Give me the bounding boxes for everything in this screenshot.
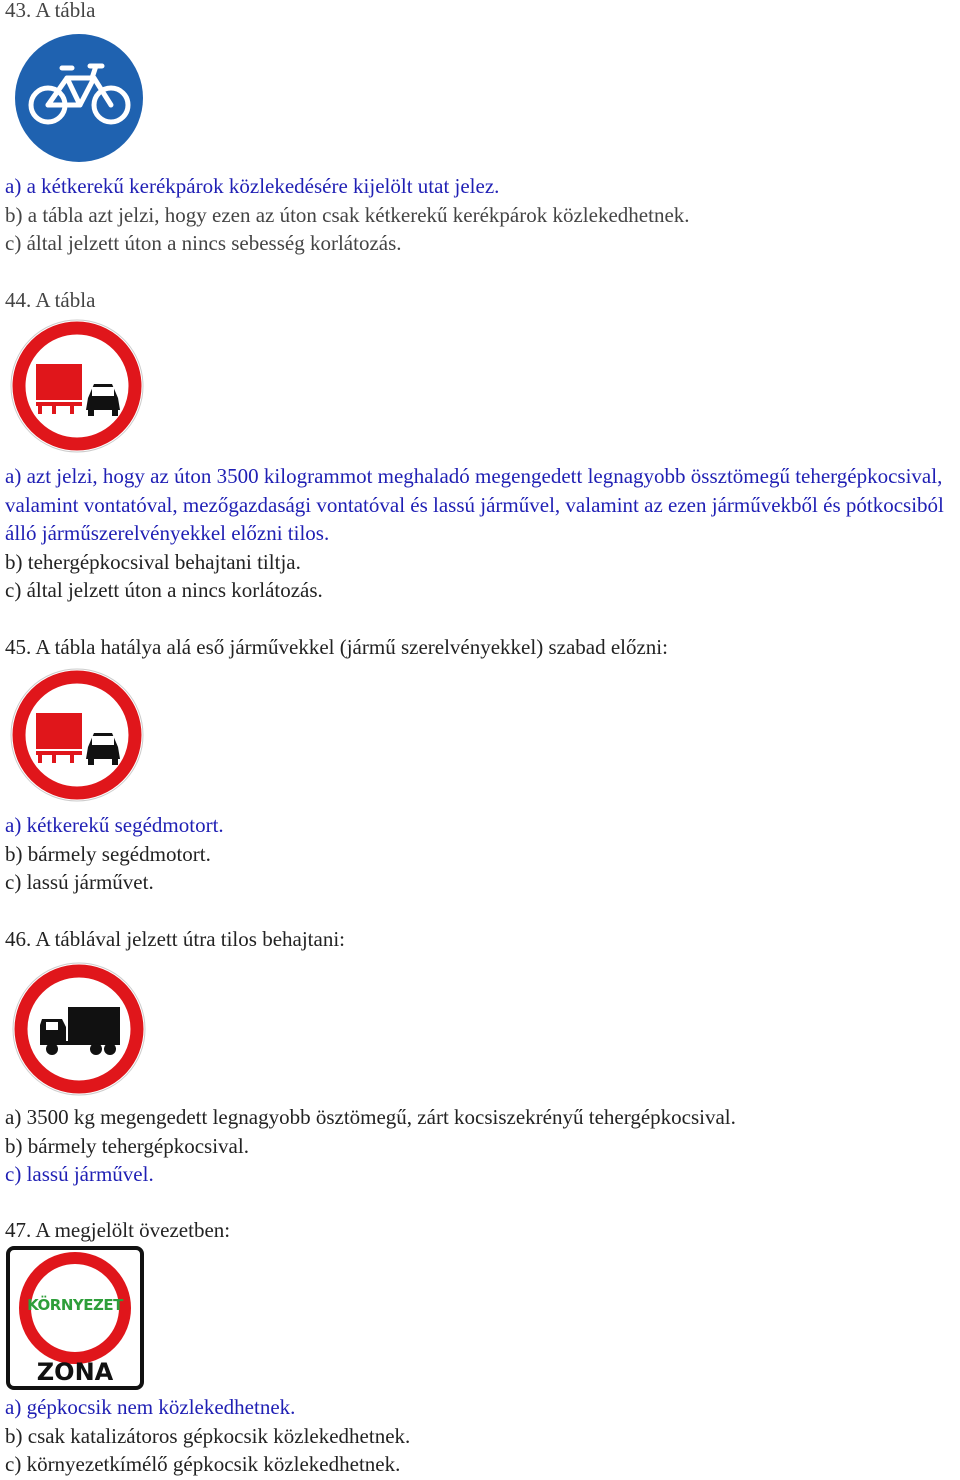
answer-b[interactable]: b) bármely segédmotort. <box>5 841 211 866</box>
question-43 <box>5 0 95 25</box>
question-title: 45. A tábla hatálya alá eső járművekkel (jármű szerelvényekkel) szabad előzni: <box>5 635 668 659</box>
answer-c[interactable]: c) környezetkímélő gépkocsik közlekedhetnek. <box>5 1452 401 1476</box>
no-overtaking-by-trucks-sign <box>8 318 146 454</box>
question-46 <box>5 925 345 954</box>
answers-46 <box>5 1103 736 1189</box>
question-title: 47. A megjelölt övezetben: <box>5 1218 231 1242</box>
answer-c[interactable]: c) által jelzett úton a nincs sebesség korlátozás. <box>5 231 402 255</box>
question-title: 46. A táblával jelzett útra tilos behajtani: <box>5 927 345 951</box>
no-overtaking-by-trucks-sign <box>8 667 146 803</box>
answer-a[interactable]: a) azt jelzi, hogy az úton 3500 kilogrammot meghaladó megengedett legnagyobb össztömegű tehergépkocsival, valamint vontatóval, mezőgazdasági vontatóval és lassú járművel, valamint az ezen járművekből és pótkocsiból álló járműszerelvényekkel előzni tilos. <box>5 464 944 545</box>
answer-b[interactable]: b) bármely tehergépkocsival. <box>5 1133 249 1158</box>
answers-45 <box>5 811 224 897</box>
question-title: 43. A tábla <box>5 0 96 22</box>
question-44 <box>5 286 95 315</box>
answer-a[interactable]: a) gépkocsik nem közlekedhetnek. <box>5 1395 296 1419</box>
answer-c[interactable]: c) lassú járművet. <box>5 870 154 894</box>
no-trucks-entry-sign <box>10 961 148 1097</box>
answer-a[interactable]: a) 3500 kg megengedett legnagyobb ösztömegű, zárt kocsiszekrényű tehergépkocsival. <box>5 1105 736 1129</box>
bicycle-path-sign <box>10 30 148 166</box>
answer-b[interactable]: b) csak katalizátoros gépkocsik közlekedhetnek. <box>5 1423 411 1448</box>
zone-sign-top-text: KÖRNYEZET <box>27 1296 123 1314</box>
answer-a[interactable]: a) a kétkerekű kerékpárok közlekedésére kijelölt utat jelez. <box>5 174 500 198</box>
answers-44 <box>5 462 960 605</box>
question-title: 44. A tábla <box>5 288 96 312</box>
answer-b[interactable]: b) a tábla azt jelzi, hogy ezen az úton csak kétkerekű kerékpárok közlekedhetnek. <box>5 202 690 227</box>
answers-47 <box>5 1393 410 1479</box>
zone-sign-bottom-text: ZONA <box>36 1358 114 1386</box>
question-45 <box>5 633 668 662</box>
environmental-zone-sign <box>6 1246 144 1390</box>
answers-43 <box>5 172 690 258</box>
answer-c[interactable]: c) lassú járművel. <box>5 1162 154 1186</box>
question-47 <box>5 1216 230 1245</box>
answer-c[interactable]: c) által jelzett úton a nincs korlátozás. <box>5 578 323 602</box>
answer-b[interactable]: b) tehergépkocsival behajtani tiltja. <box>5 549 301 574</box>
answer-a[interactable]: a) kétkerekű segédmotort. <box>5 813 224 837</box>
